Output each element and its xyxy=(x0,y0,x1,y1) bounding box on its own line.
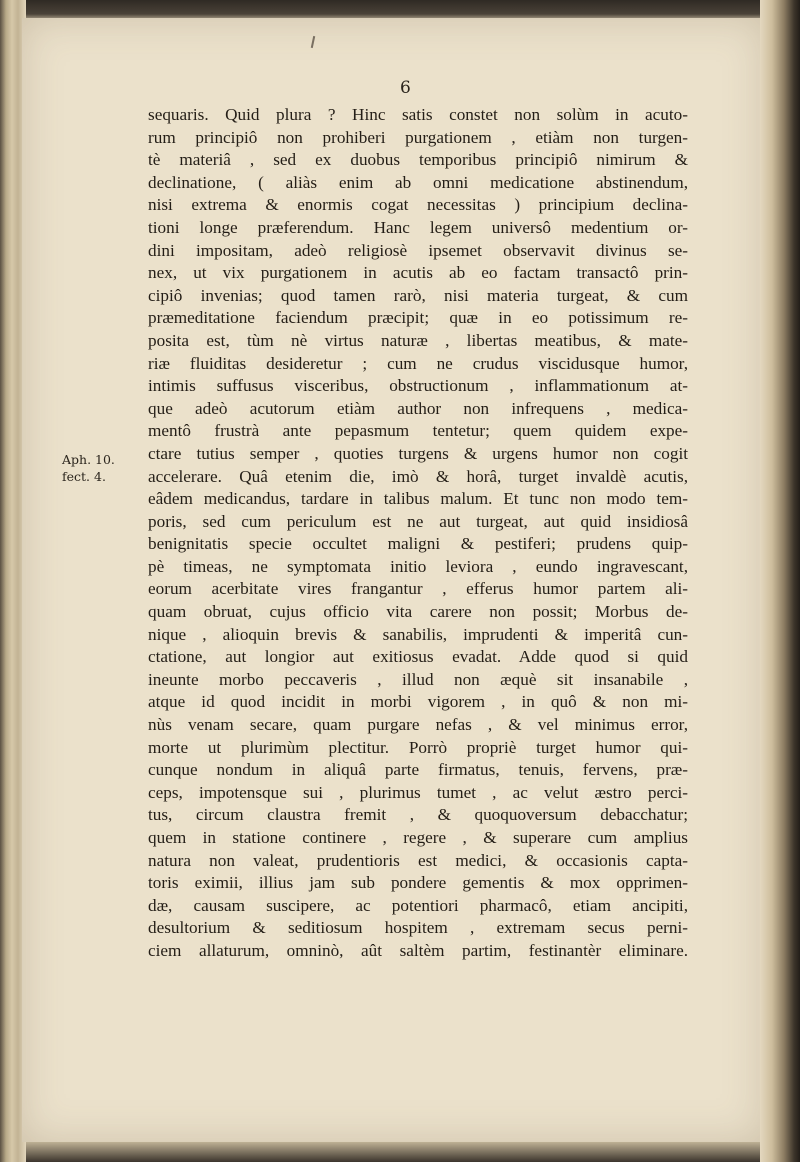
page-number: 6 xyxy=(400,78,411,98)
text-line: ceps, impotensque sui , plurimus tumet , ac velut æstro perci- xyxy=(148,782,688,802)
text-line: que adeò acutorum etiàm author non infrequens , medica- xyxy=(148,398,688,418)
text-line: intimis suffusus visceribus, obstructionum , inflammationum at- xyxy=(148,376,688,396)
text-line: quam obruat, cujus officio vita carere non possit; Morbus de- xyxy=(148,602,688,622)
text-line: morte ut plurimùm plectitur. Porrò propriè turget humor qui- xyxy=(148,737,688,757)
text-line: eâdem medicandus, tardare in talibus malum. Et tunc non modo tem- xyxy=(148,489,688,509)
text-line: tè materiâ , sed ex duobus temporibus principiô nimirum & xyxy=(148,150,688,170)
body-text xyxy=(148,104,688,963)
text-line: mentô frustrà ante pepasmum tentetur; quem quidem expe- xyxy=(148,421,688,441)
text-line: natura non valeat, prudentioris est medici, & occasionis capta- xyxy=(148,850,688,870)
text-line: eorum acerbitate vires frangantur , efferus humor partem ali- xyxy=(148,579,688,599)
text-line: riæ fluiditas desideretur ; cum ne crudus viscidusque humor, xyxy=(148,353,688,373)
text-line: præmeditatione faciendum præcipit; quæ in eo potissimum re- xyxy=(148,308,688,328)
text-line: cunque nondum in aliquâ parte firmatus, tenuis, fervens, præ- xyxy=(148,760,688,780)
text-line: tioni longe præferendum. Hanc legem universô medentium or- xyxy=(148,217,688,237)
text-line: poris, sed cum periculum est ne aut turgeat, aut quid insidiosâ xyxy=(148,511,688,531)
text-line: ineunte morbo peccaveris , illud non æquè sit insanabile , xyxy=(148,669,688,689)
text-line: nùs venam secare, quam purgare nefas , & vel minimus error, xyxy=(148,715,688,735)
text-line: dæ, causam suscipere, ac potentiori pharmacô, etiam ancipiti, xyxy=(148,895,688,915)
text-line: quem in statione continere , regere , & superare cum amplius xyxy=(148,828,688,847)
text-line: atque id quod incidit in morbi vigorem , in quô & non mi- xyxy=(148,692,688,712)
text-line: nisi extrema & enormis cogat necessitas ) principium declina- xyxy=(148,195,688,215)
text-line: sequaris. Quid plura ? Hinc satis constet non solùm in acuto- xyxy=(148,105,688,124)
text-line: pè timeas, ne symptomata initio leviora , eundo ingravescant, xyxy=(148,556,688,576)
text-line: accelerare. Quâ etenim die, imò & horâ, turget invaldè acutis, xyxy=(148,466,688,486)
book-right-edge xyxy=(760,0,800,1162)
text-line: posita est, tùm nè virtus naturæ , libertas meatibus, & mate- xyxy=(148,330,688,350)
text-line: dini impositam, adeò religiosè ipsemet observavit divinus se- xyxy=(148,240,688,260)
text-line: ctatione, aut longior aut exitiosus evadat. Adde quod si quid xyxy=(148,647,688,667)
text-line: tus, circum claustra fremit , & quoquoversum debacchatur; xyxy=(148,805,688,825)
margin-note xyxy=(62,451,142,485)
text-line: ctare tutius semper , quoties turgens & urgens humor non cogit xyxy=(148,443,688,463)
text-line: ciem allaturum, omninò, aût saltèm partim, festinantèr eliminare. xyxy=(148,940,688,960)
text-line: declinatione, ( aliàs enim ab omni medicatione abstinendum, xyxy=(148,172,688,192)
text-line: nex, ut vix purgationem in acutis ab eo factam transactô prin- xyxy=(148,263,688,283)
text-line: rum principiô non prohiberi purgationem , etiàm non turgen- xyxy=(148,127,688,147)
margin-note-line: Aph. 10. xyxy=(62,452,115,467)
text-line: cipiô invenias; quod tamen rarò, nisi materia turgeat, & cum xyxy=(148,285,688,305)
text-line: desultorium & seditiosum hospitem , extremam secus perni- xyxy=(148,918,688,938)
margin-note-line: fect. 4. xyxy=(62,469,106,484)
text-line: nique , alioquin brevis & sanabilis, imprudenti & imperitâ cun- xyxy=(148,624,688,644)
text-line: toris eximii, illius jam sub pondere gementis & mox opprimen- xyxy=(148,873,688,893)
text-line: benignitatis specie occultet maligni & pestiferi; prudens quip- xyxy=(148,534,688,554)
